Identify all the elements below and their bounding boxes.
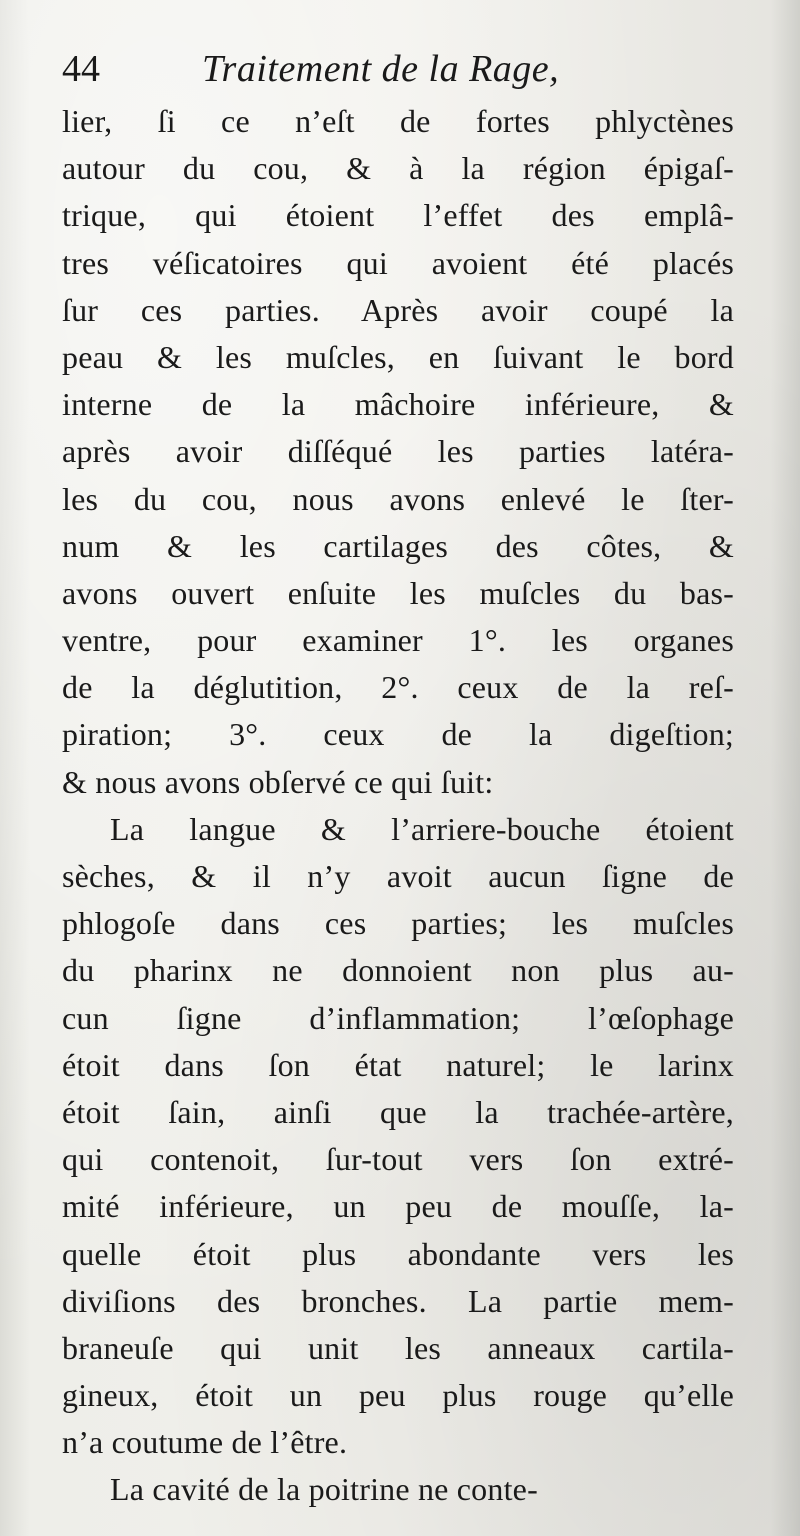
text-line: peau & les muſcles, en ſuivant le bord	[62, 338, 734, 375]
text-line: tres véſicatoires qui avoient été placés	[62, 244, 734, 281]
text-line: après avoir diſſéqué les parties latéra-	[62, 433, 734, 470]
text-line: phlogoſe dans ces parties; les muſcles	[62, 905, 734, 942]
text-line: & nous avons obſervé ce qui ſuit:	[62, 763, 494, 800]
text-line: mité inférieure, un peu de mouſſe, la-	[62, 1188, 734, 1225]
text-line: num & les cartilages des côtes, &	[62, 527, 734, 564]
text-line: autour du cou, & à la région épigaſ-	[62, 150, 734, 187]
text-line: du pharinx ne donnoient non plus au-	[62, 952, 734, 989]
running-title: Traitement de la Rage,	[202, 48, 560, 90]
text-line: braneuſe qui unit les anneaux cartila-	[62, 1329, 734, 1366]
text-line: qui contenoit, ſur-tout vers ſon extré-	[62, 1141, 734, 1178]
text-line: étoit dans ſon état naturel; le larinx	[62, 1046, 734, 1083]
text-line: diviſions des bronches. La partie mem-	[62, 1282, 734, 1319]
paragraph-start-line: La langue & l’arriere-bouche étoient	[110, 810, 734, 847]
text-line: quelle étoit plus abondante vers les	[62, 1235, 734, 1272]
text-line: gineux, étoit un peu plus rouge qu’elle	[62, 1377, 734, 1414]
text-line: piration; 3°. ceux de la digeſtion;	[62, 716, 734, 753]
text-line: trique, qui étoient l’effet des emplâ-	[62, 197, 734, 234]
text-line: lier, ſi ce n’eſt de fortes phlyctènes	[62, 103, 734, 139]
body-text	[62, 98, 734, 1514]
paragraph-start-line: La cavité de la poitrine ne conte-	[110, 1471, 538, 1508]
page-header	[62, 40, 682, 98]
text-line: de la déglutition, 2°. ceux de la reſ-	[62, 669, 734, 706]
text-line: étoit ſain, ainſi que la trachée-artère,	[62, 1093, 734, 1130]
text-line: avons ouvert enſuite les muſcles du bas-	[62, 574, 734, 611]
text-line: les du cou, nous avons enlevé le ſter-	[62, 480, 734, 517]
text-line: sèches, & il n’y avoit aucun ſigne de	[62, 858, 734, 894]
page-number: 44	[62, 48, 100, 90]
text-line: ſur ces parties. Après avoir coupé la	[62, 291, 734, 328]
text-line: n’a coutume de l’être.	[62, 1424, 348, 1461]
text-line: cun ſigne d’inflammation; l’œſophage	[62, 999, 734, 1036]
text-line: interne de la mâchoire inférieure, &	[62, 386, 734, 423]
text-line: ventre, pour examiner 1°. les organes	[62, 622, 734, 659]
